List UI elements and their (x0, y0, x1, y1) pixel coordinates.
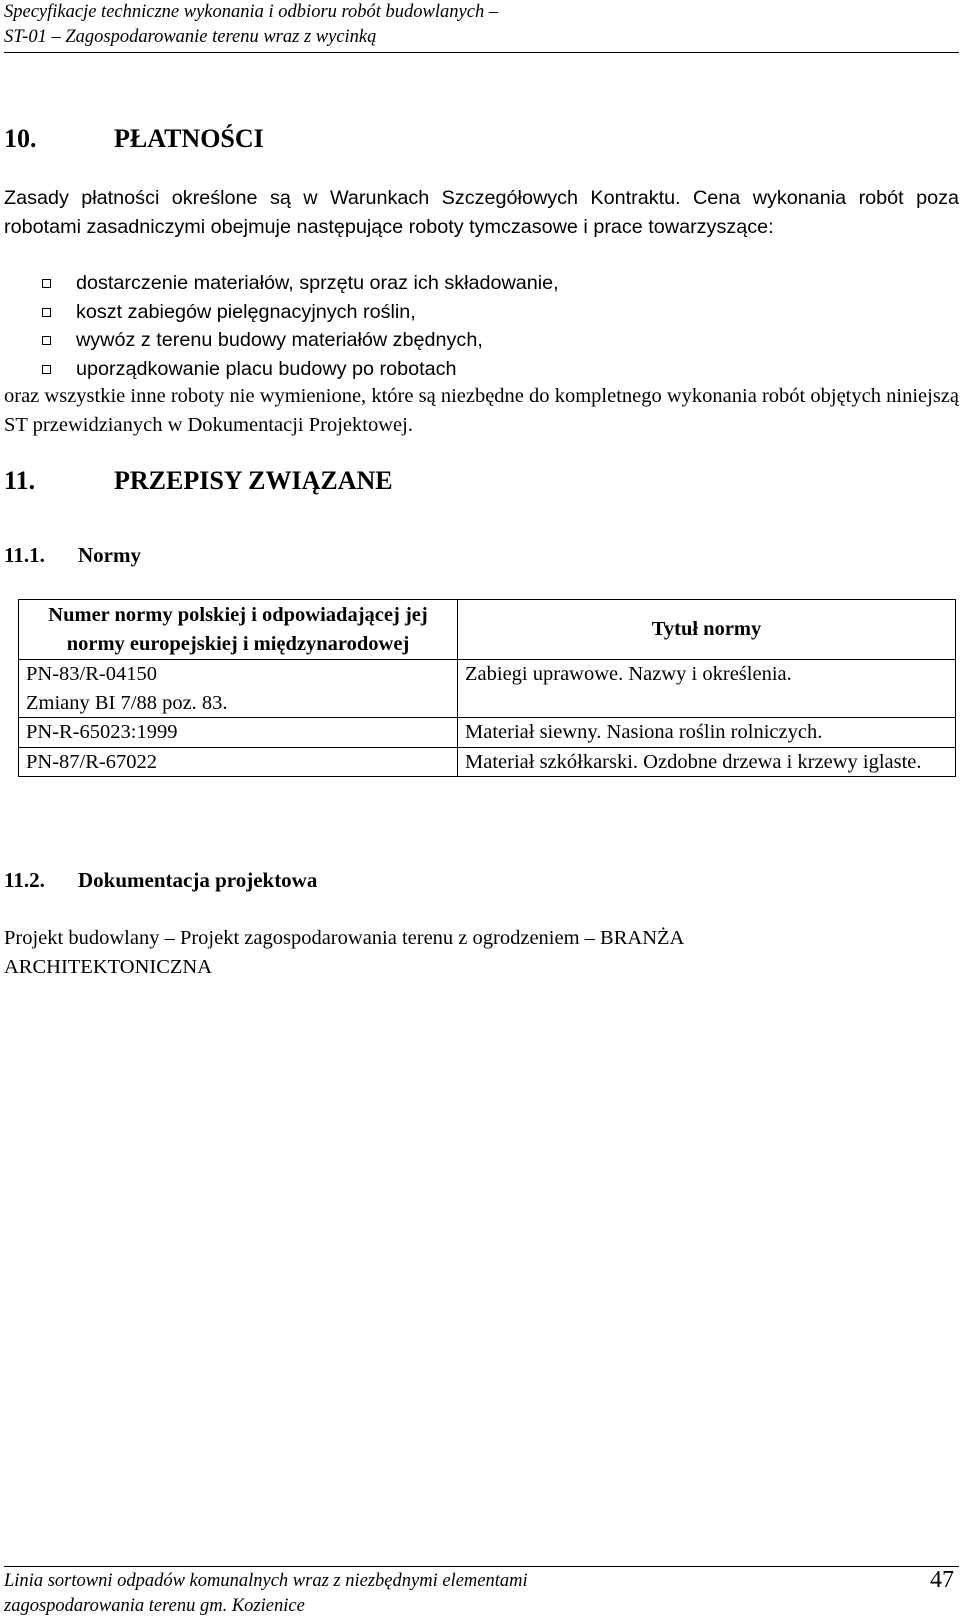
norm-number-cell: PN-83/R-04150 Zmiany BI 7/88 poz. 83. (19, 660, 458, 718)
norms-table (18, 599, 956, 777)
section-11-1-title: Normy (78, 543, 141, 567)
norm-title-cell: Materiał siewny. Nasiona roślin rolniczych. (458, 718, 956, 748)
table-row (19, 747, 956, 777)
table-header-row (19, 600, 956, 660)
section-11-title: PRZEPISY ZWIĄZANE (114, 466, 393, 495)
section-10-heading (4, 124, 264, 154)
table-row (19, 718, 956, 748)
page-footer (4, 1566, 959, 1619)
norm-title-cell: Zabiegi uprawowe. Nazwy i określenia. (458, 660, 956, 718)
section-10-closing: oraz wszystkie inne roboty nie wymienione, które są niezbędne do kompletnego wykonania robót objętych niniejszą ST przewidzianych w Dokumentacji Projektowej. (4, 385, 959, 436)
section-11-2-heading (4, 868, 317, 893)
header-norm-number: Numer normy polskiej i odpowiadającej jej normy europejskiej i międzynarodowej (19, 600, 458, 660)
section-11-2-number: 11.2. (4, 868, 45, 892)
norm-number-cell: PN-R-65023:1999 (19, 718, 458, 748)
section-11-number: 11. (4, 466, 36, 495)
checkbox-bullet-icon (42, 365, 51, 374)
list-item: uporządkowanie placu budowy po robotach (24, 355, 559, 384)
section-10-title: PŁATNOŚCI (114, 124, 264, 153)
section-11-2-text: Projekt budowlany – Projekt zagospodarowania terenu z ogrodzeniem – BRANŻA ARCHITEKTONICZNA (4, 927, 684, 978)
section-11-1-heading (4, 543, 141, 568)
footer-line-1: Linia sortowni odpadów komunalnych wraz z niezbędnymi elementami (4, 1571, 528, 1591)
header-line-2: ST-01 – Zagospodarowanie terenu wraz z wycinką (4, 27, 377, 47)
table-row (19, 660, 956, 718)
list-item: koszt zabiegów pielęgnacyjnych roślin, (24, 298, 559, 327)
norm-title-cell: Materiał szkółkarski. Ozdobne drzewa i krzewy iglaste. (458, 747, 956, 777)
page-number: 47 (930, 1567, 954, 1593)
header-norm-title: Tytuł normy (458, 600, 956, 660)
list-item: dostarczenie materiałów, sprzętu oraz ich składowanie, (24, 269, 559, 298)
checkbox-bullet-icon (42, 336, 51, 345)
section-11-1-number: 11.1. (4, 543, 45, 567)
payment-items-list (24, 269, 559, 383)
checkbox-bullet-icon (42, 308, 51, 317)
section-11-heading (4, 466, 393, 496)
list-item: wywóz z terenu budowy materiałów zbędnych, (24, 326, 559, 355)
section-10-intro: Zasady płatności określone są w Warunkach Szczegółowych Kontraktu. Cena wykonania robót poza robotami zasadniczymi obejmuje następujące roboty tymczasowe i prace towarzyszące: (4, 187, 959, 238)
section-10-number: 10. (4, 124, 37, 153)
page-header (4, 0, 959, 53)
section-11-2-title: Dokumentacja projektowa (78, 868, 318, 892)
header-line-1: Specyfikacje techniczne wykonania i odbioru robót budowlanych – (4, 2, 499, 22)
footer-line-2: zagospodarowania terenu gm. Kozienice (4, 1596, 305, 1616)
norm-number-cell: PN-87/R-67022 (19, 747, 458, 777)
checkbox-bullet-icon (42, 279, 51, 288)
